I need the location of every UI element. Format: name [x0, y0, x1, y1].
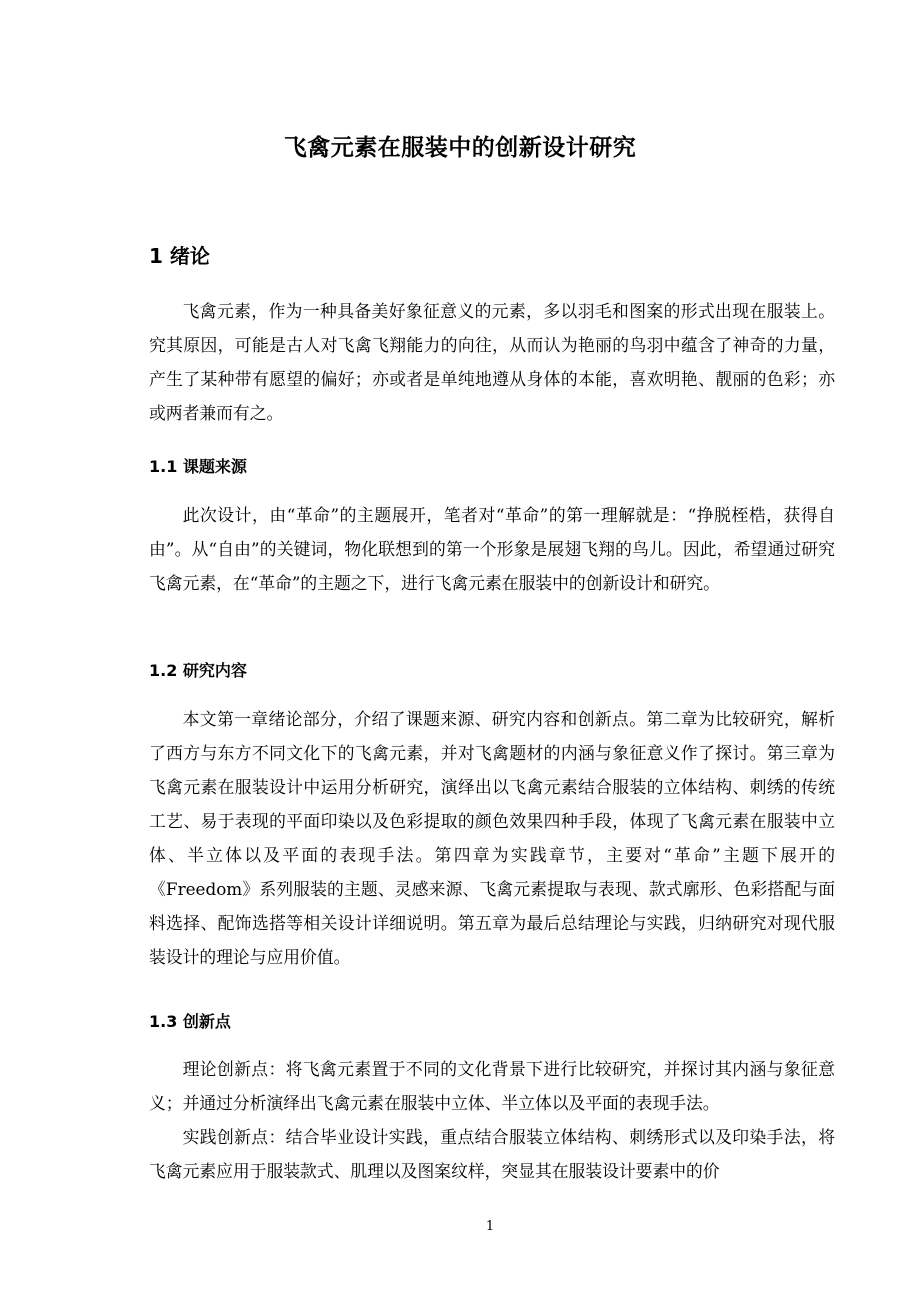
section-1-2-paragraph: 本文第一章绪论部分，介绍了课题来源、研究内容和创新点。第二章为比较研究，解析了西方与东方不同文化下的飞禽元素，并对飞禽题材的内涵与象征意义作了探讨。第三章为飞禽元素在服装设计中运用分析研究，演绎出以飞禽元素结合服装的立体结构、刺绣的传统工艺、易于表现的平面印染以及色彩提取的颜色效果四种手段，体现了飞禽元素在服装中立体、半立体以及平面的表现手法。第四章为实践章节，主要对“革命”主题下展开的《Freedom》系列服装的主题、灵感来源、飞禽元素提取与表现、款式廓形、色彩搭配与面料选择、配饰选搭等相关设计详细说明。第五章为最后总结理论与实践，归纳研究对现代服装设计的理论与应用价值。	[149, 709, 835, 967]
section-1-1-paragraph: 此次设计，由“革命”的主题展开，笔者对“革命”的第一理解就是：“挣脱桎梏，获得自由”。从“自由”的关键词，物化联想到的第一个形象是展翅飞翔的鸟儿。因此，希望通过研究飞禽元素，在“革命”的主题之下，进行飞禽元素在服装中的创新设计和研究。	[149, 505, 835, 593]
chapter-heading: 1 绪论	[149, 244, 210, 268]
section-heading-1-1: 1.1 课题来源	[149, 457, 247, 476]
chapter-intro-paragraph: 飞禽元素，作为一种具备美好象征意义的元素，多以羽毛和图案的形式出现在服装上。究其原因，可能是古人对飞禽飞翔能力的向往，从而认为艳丽的鸟羽中蕴含了神奇的力量，产生了某种带有愿望的偏好；亦或者是单纯地遵从身体的本能，喜欢明艳、靓丽的色彩；亦或两者兼而有之。	[149, 301, 835, 423]
document-title: 飞禽元素在服装中的创新设计研究	[283, 135, 637, 161]
page-number: 1	[485, 1219, 495, 1234]
section-heading-1-3: 1.3 创新点	[149, 1012, 231, 1031]
section-heading-1-2: 1.2 研究内容	[149, 661, 247, 680]
section-1-3-theory-paragraph: 理论创新点：将飞禽元素置于不同的文化背景下进行比较研究，并探讨其内涵与象征意义；并通过分析演绎出飞禽元素在服装中立体、半立体以及平面的表现手法。	[149, 1059, 835, 1113]
section-1-3-practice-paragraph: 实践创新点：结合毕业设计实践，重点结合服装立体结构、刺绣形式以及印染手法，将飞禽元素应用于服装款式、肌理以及图案纹样，突显其在服装设计要素中的价	[149, 1127, 835, 1181]
